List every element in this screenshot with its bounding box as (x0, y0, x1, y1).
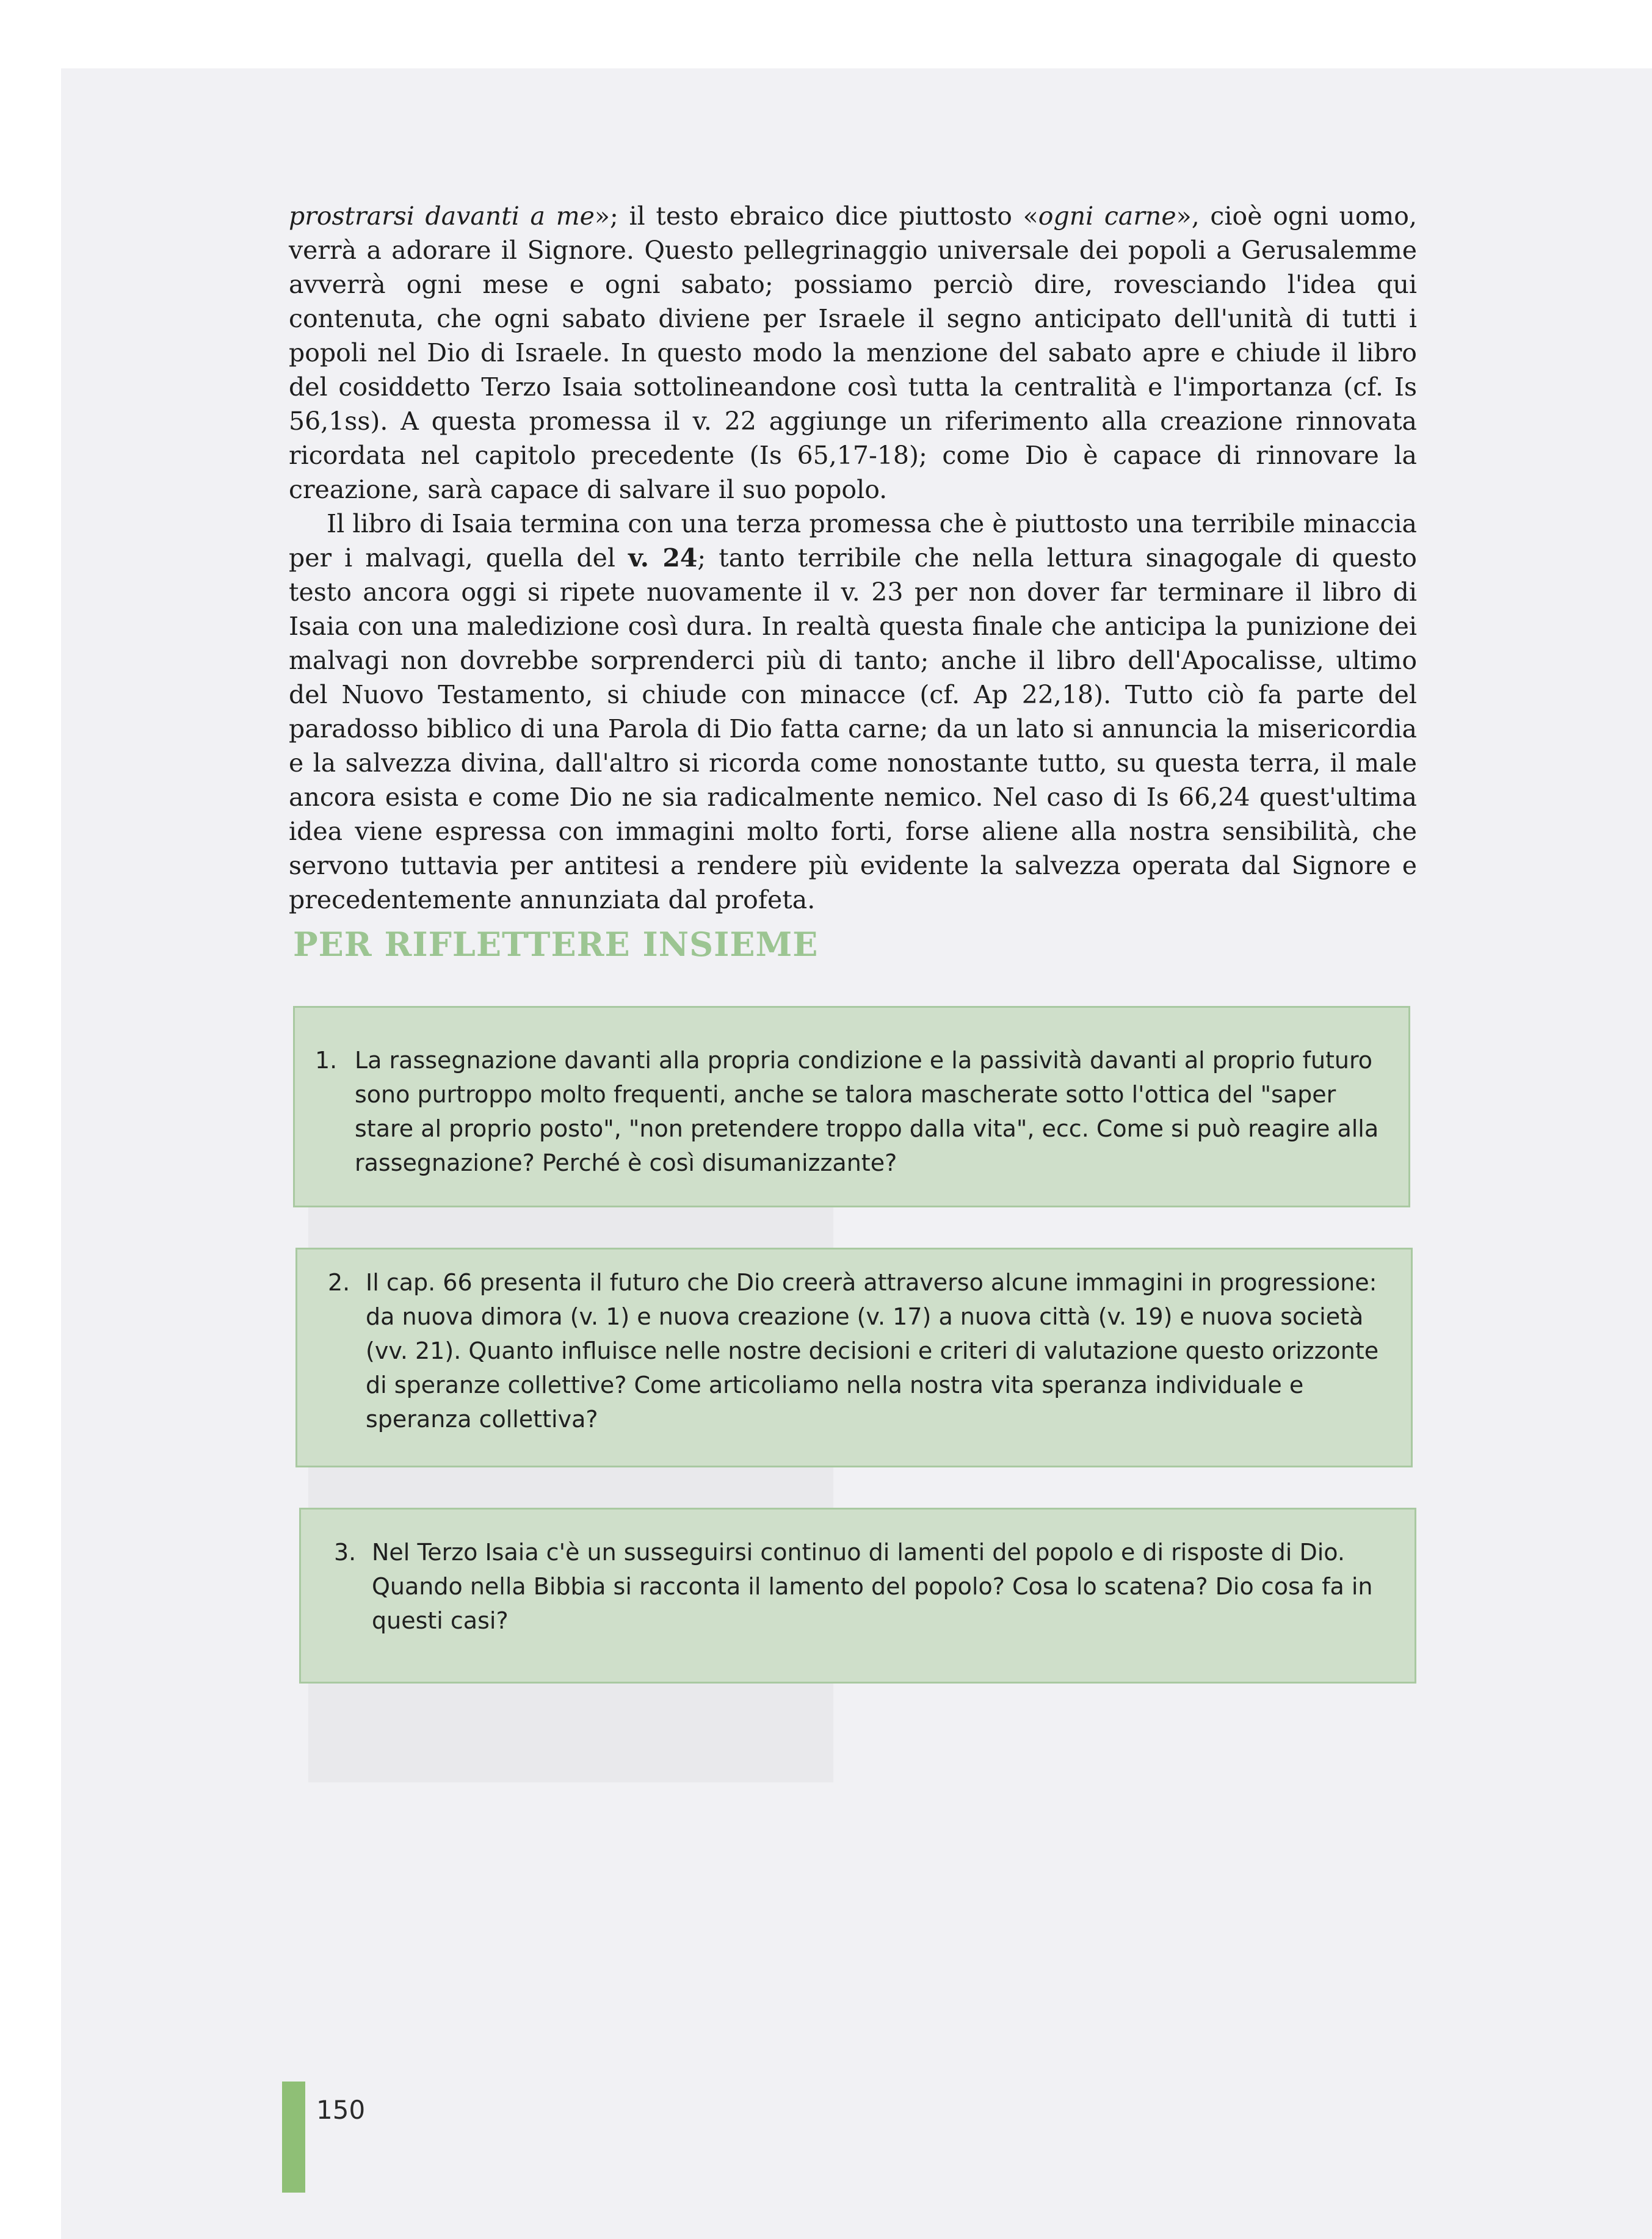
question-number: 2. (328, 1269, 350, 1296)
quote-prostrarsi: prostrarsi davanti a me (289, 201, 595, 231)
question-2 (328, 1265, 1397, 1436)
question-1 (315, 1043, 1393, 1180)
paragraph-1-rest: », cioè ogni uomo, verrà a adorare il Signore. Questo pellegrinaggio universale dei popoli a Gerusalemme avverrà ogni mese e ogni sabato; possiamo perciò dire, rovesciando l'idea qui contenuta, che ogni sabato diviene per Israele il segno anticipato dell'unità di tutti i popoli nel Dio di Israele. In questo modo la menzione del sabato apre e chiude il libro del cosiddetto Terzo Isaia sottolineandone così tutta la centralità e l'importanza (cf. Is 56,1ss). A questa promessa il v. 22 aggiunge un riferimento alla creazione rinnovata ricordata nel capitolo precedente (Is 65,17-18); come Dio è capace di rinnovare la creazione, sarà capace di salvare il suo popolo. (289, 201, 1418, 504)
question-3 (334, 1535, 1385, 1638)
quote-ogni-carne: ogni carne (1038, 201, 1176, 231)
question-number: 3. (334, 1539, 357, 1566)
verse-reference-bold: v. 24 (628, 543, 698, 573)
question-box-3 (299, 1508, 1416, 1684)
question-text: La rassegnazione davanti alla propria condizione e la passività davanti al proprio futuro sono purtroppo molto frequenti, anche se talora mascherate sotto l'ottica del "saper stare al proprio posto", "non pretendere troppo dalla vita", ecc. Come si può reagire alla rassegnazione? Perché è così disumanizzante? (355, 1047, 1379, 1176)
question-number: 1. (315, 1047, 338, 1074)
paragraph-2 (289, 507, 1417, 917)
section-heading: PER RIFLETTERE INSIEME (293, 925, 819, 964)
question-box-2 (295, 1248, 1413, 1467)
paragraph-1 (289, 199, 1417, 507)
paragraph-1-mid: »; il testo ebraico dice piuttosto « (594, 201, 1038, 231)
page-number: 150 (316, 2095, 366, 2125)
question-text: Nel Terzo Isaia c'è un susseguirsi continuo di lamenti del popolo e di risposte di Dio. Quando nella Bibbia si racconta il lamento del popolo? Cosa lo scatena? Dio cosa fa in questi casi? (372, 1539, 1373, 1634)
paragraph-2-rest: ; tanto terribile che nella lettura sinagogale di questo testo ancora oggi si ripete nuovamente il v. 23 per non dover far terminare il libro di Isaia con una maledizione così dura. In realtà questa finale che anticipa la punizione dei malvagi non dovrebbe sorprenderci più di tanto; anche il libro dell'Apocalisse, ultimo del Nuovo Testamento, si chiude con minacce (cf. Ap 22,18). Tutto ciò fa parte del paradosso biblico di una Parola di Dio fatta carne; da un lato si annuncia la misericordia e la salvezza divina, dall'altro si ricorda come nonostante tutto, su questa terra, il male ancora esista e come Dio ne sia radicalmente nemico. Nel caso di Is 66,24 quest'ultima idea viene espressa con immagini molto forti, forse aliene alla nostra sensibilità, che servono tuttavia per antitesi a rendere più evidente la salvezza operata dal Signore e precedentemente annunziata dal profeta. (289, 543, 1417, 914)
paragraph-2-lead: Il libro di Isaia termina con una terza promessa che è piuttosto una terribile minaccia per i malvagi, quella del (289, 509, 1417, 573)
page-number-bar (282, 2082, 305, 2193)
question-text: Il cap. 66 presenta il futuro che Dio creerà attraverso alcune immagini in progressione: da nuova dimora (v. 1) e nuova creazione (v. 17) a nuova città (v. 19) e nuova società (vv. 21). Quanto influisce nelle nostre decisioni e criteri di valutazione questo orizzonte di speranze collettive? Come articoliamo nella nostra vita speranza individuale e speranza collettiva? (366, 1269, 1379, 1433)
body-text (289, 199, 1417, 917)
question-box-1 (293, 1006, 1410, 1207)
scan-margin-left (0, 0, 61, 2239)
scan-margin-top (0, 0, 1652, 68)
